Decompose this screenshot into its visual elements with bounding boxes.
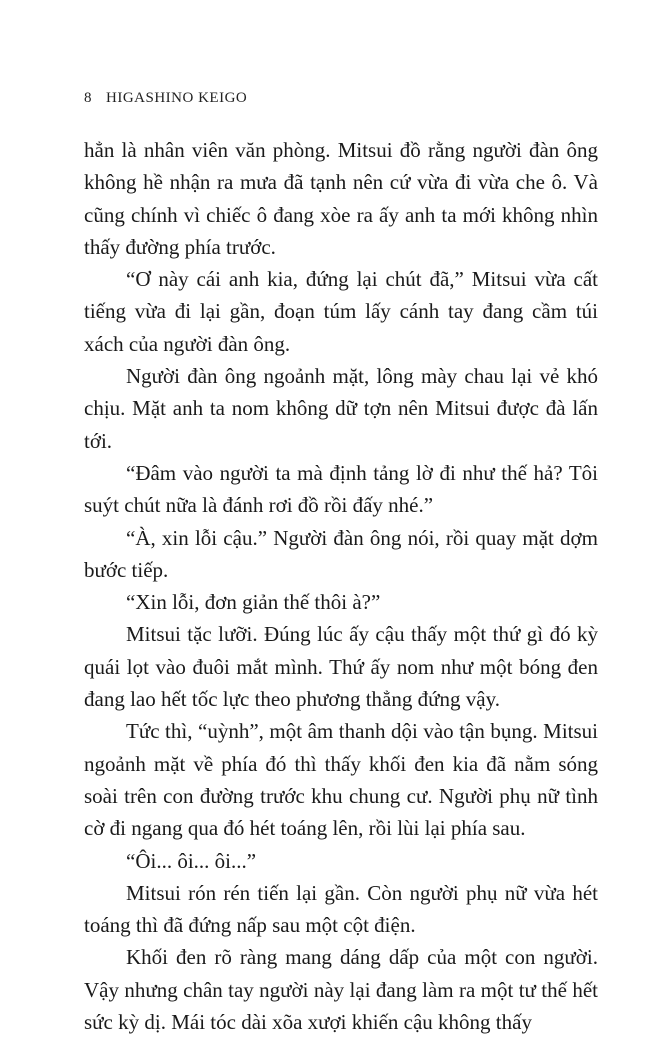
paragraph: “Ôi... ôi... ôi...” <box>126 848 257 873</box>
body-text <box>84 134 598 1038</box>
paragraph: Tức thì, “uỳnh”, một âm thanh dội vào tận bụng. Mitsui ngoảnh mặt về phía đó thì thấy khối đen kia đã nằm sóng soài trên con đường trước khu chung cư. Người phụ nữ tình cờ đi ngang qua đó hét toáng lên, rồi lùi lại phía sau. <box>84 719 598 841</box>
author-name: HIGASHINO KEIGO <box>106 90 248 106</box>
paragraph: “Đâm vào người ta mà định tảng lờ đi như thế hả? Tôi suýt chút nữa là đánh rơi đồ rồi đấy nhé.” <box>84 460 598 518</box>
running-header <box>84 90 247 107</box>
paragraph: Người đàn ông ngoảnh mặt, lông mày chau lại vẻ khó chịu. Mặt anh ta nom không dữ tợn nên Mitsui được đà lấn tới. <box>84 364 598 453</box>
paragraph: Khối đen rõ ràng mang dáng dấp của một con người. Vậy nhưng chân tay người này lại đang làm ra một tư thế hết sức kỳ dị. Mái tóc dài xõa xượi khiến cậu không thấy <box>84 945 598 1035</box>
paragraph-continued: hẳn là nhân viên văn phòng. Mitsui đồ rằng người đàn ông không hề nhận ra mưa đã tạnh nên cứ vừa đi vừa che ô. Và cũng chính vì chiếc ô đang xòe ra ấy anh ta mới không nhìn thấy đường phía trước. <box>84 138 598 259</box>
paragraph: “Xin lỗi, đơn giản thế thôi à?” <box>126 590 381 615</box>
paragraph: Mitsui rón rén tiến lại gần. Còn người phụ nữ vừa hét toáng thì đã đứng nấp sau một cột điện. <box>84 880 598 938</box>
paragraph: “À, xin lỗi cậu.” Người đàn ông nói, rồi quay mặt dợm bước tiếp. <box>84 525 598 582</box>
paragraph: Mitsui tặc lưỡi. Đúng lúc ấy cậu thấy một thứ gì đó kỳ quái lọt vào đuôi mắt mình. Thứ ấy nom như một bóng đen đang lao hết tốc lực theo phương thẳng đứng vậy. <box>84 622 598 712</box>
page-number: 8 <box>84 90 92 106</box>
paragraph: “Ơ này cái anh kia, đứng lại chút đã,” Mitsui vừa cất tiếng vừa đi lại gần, đoạn túm lấy cánh tay đang cầm túi xách của người đàn ông. <box>84 267 598 356</box>
